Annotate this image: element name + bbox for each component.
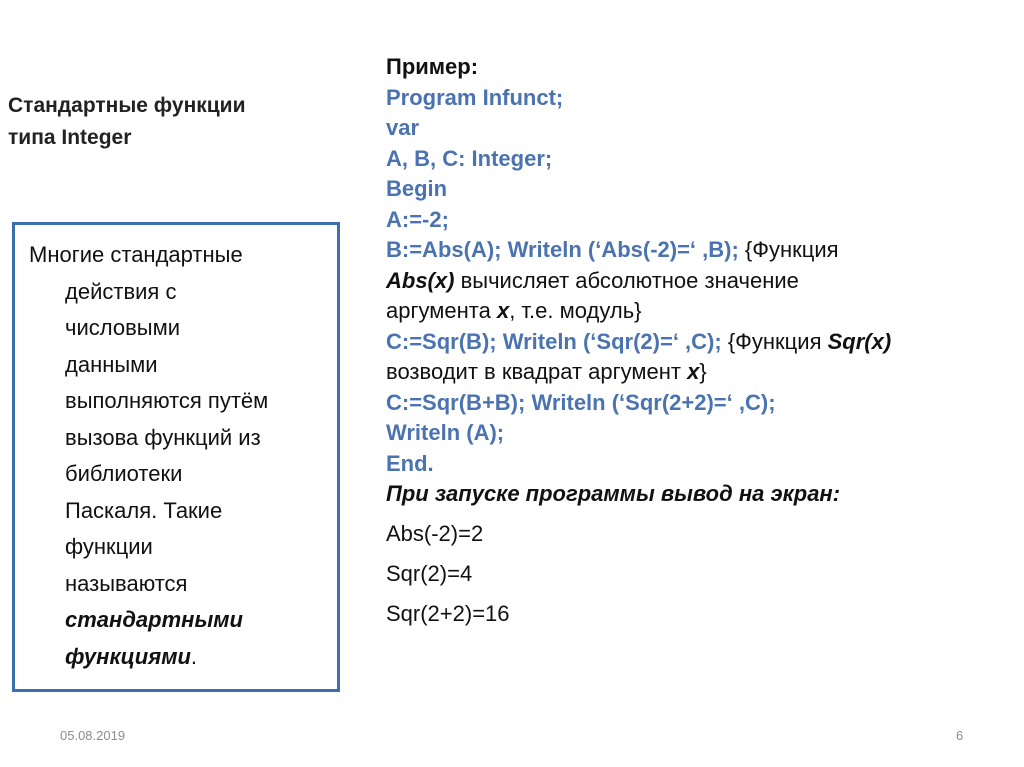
emphasis-standard: стандартными <box>65 607 243 632</box>
code-line: Writeln (A); <box>386 420 505 445</box>
description-line: выполняются путём <box>65 388 269 413</box>
code-line: Begin <box>386 176 448 201</box>
comment-bold: x <box>687 359 700 384</box>
comment-text: аргумента <box>386 298 497 323</box>
title-line-2: типа Integer <box>8 126 132 149</box>
output-line: Abs(-2)=2 <box>386 520 484 546</box>
output-line: Sqr(2)=4 <box>386 560 473 586</box>
emphasis-functions: функциями <box>65 643 191 669</box>
comment-bold: x <box>496 298 510 323</box>
comment-text: возводит в квадрат аргумент <box>386 359 688 384</box>
comment-text: , т.е. модуль} <box>509 298 642 323</box>
comment-line <box>386 266 1020 297</box>
description-textbox <box>12 222 340 692</box>
code-line: Program Infunct; <box>386 84 564 110</box>
code-line: A:=-2; <box>386 206 449 232</box>
description-paragraph <box>29 237 339 675</box>
code-line-with-comment <box>386 235 1020 266</box>
description-line: вызова функций из <box>65 424 261 450</box>
code-line-with-comment <box>386 327 1020 358</box>
description-line: данными <box>65 351 158 377</box>
comment-line <box>386 357 1020 388</box>
emphasis-period: . <box>190 643 198 669</box>
code-line: var <box>386 115 420 140</box>
slide-title <box>8 90 328 154</box>
code-line: End. <box>386 450 434 476</box>
description-line: называются <box>65 570 188 596</box>
comment-bold: Sqr(x) <box>827 328 892 354</box>
description-line: функции <box>65 534 153 559</box>
title-line-1: Стандартные функции <box>8 94 246 117</box>
code-line: A, B, C: Integer; <box>386 145 553 171</box>
comment-segment: {Функция <box>738 237 839 262</box>
code-line: C:=Sqr(B+B); Writeln (‘Sqr(2+2)=‘ ,C); <box>386 389 776 415</box>
description-line: Паскаля. Такие <box>65 497 223 523</box>
code-segment: C:=Sqr(B); Writeln (‘Sqr(2)=‘ ,C); <box>386 328 722 354</box>
comment-line <box>386 296 1020 327</box>
comment-segment: {Функция <box>721 328 828 354</box>
footer-date: 05.08.2019 <box>60 728 126 743</box>
description-line: действия с <box>65 278 177 304</box>
comment-text: } <box>699 359 707 384</box>
emphasis-functions-line <box>29 639 339 676</box>
page-number: 6 <box>956 728 964 743</box>
description-line: библиотеки <box>65 461 183 486</box>
comment-text: вычисляет абсолютное значение <box>454 267 799 293</box>
example-heading: Пример: <box>386 54 479 79</box>
comment-bold: Abs(x) <box>386 267 455 293</box>
output-heading: При запуске программы вывод на экран: <box>386 481 841 506</box>
code-segment: B:=Abs(A); Writeln (‘Abs(-2)=‘ ,B); <box>386 237 739 262</box>
description-line: Многие стандартные <box>29 242 243 267</box>
output-line: Sqr(2+2)=16 <box>386 600 510 626</box>
description-line: числовыми <box>65 315 180 340</box>
code-example <box>386 52 1020 634</box>
